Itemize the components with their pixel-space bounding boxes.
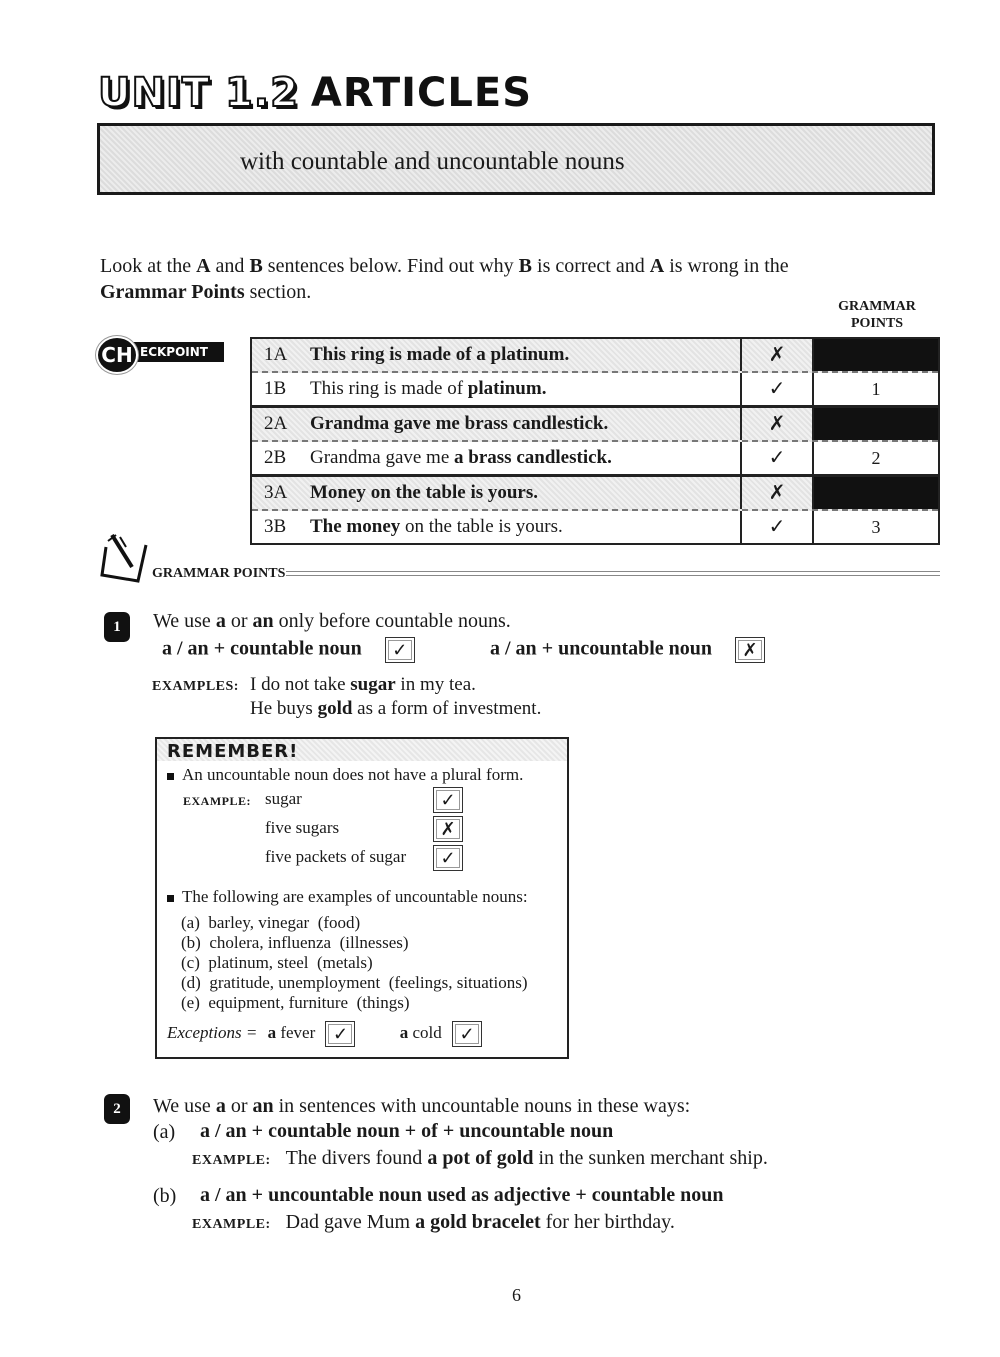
sentence [310,408,740,440]
bold-text: a [267,1022,277,1042]
bold-text: an [252,1095,274,1117]
unit-topic: ARTICLES [310,70,533,116]
text: or [225,1095,253,1117]
list-item: (b) cholera, influenza (illnesses) [181,933,409,952]
bold-text: a [215,1095,226,1117]
list-item: (d) gratitude, unemployment (feelings, situations) [181,973,528,992]
text: I do not take [250,674,351,695]
bold-text: a / an [162,637,209,660]
intro-text: Look at the [100,255,197,277]
text: + countable noun [208,637,362,660]
rule-countable [162,637,415,663]
checkpoint-ch: CH [101,343,133,367]
intro-bold: B [249,255,263,277]
table-row [252,408,938,442]
point2-b-rule: a / an + uncountable noun used as adjective + countable noun [200,1184,724,1206]
example-word: five sugars [265,818,340,837]
tick-icon: ✓ [740,442,814,474]
bold-text: This ring is made of [310,344,477,365]
point2-a-example [192,1147,768,1170]
point2-a-rule: a / an + countable noun + of + uncountable noun [200,1120,614,1142]
uncountable-noun-list [181,913,528,1013]
bold-text: platinum. [467,378,547,399]
text: This ring is made of [310,378,468,399]
checkpoint-table [250,337,940,545]
bold-text: a [399,1022,409,1042]
pencil-note-icon [98,527,154,583]
bold-text: a brass candlestick. [454,447,612,468]
check-box: ✓ [433,845,463,871]
check-box: ✓ [433,787,463,813]
text: The following are examples of uncountable nouns: [182,887,528,906]
bold-text: sugar [350,674,396,695]
bullet-icon [167,773,174,780]
intro-text: and [210,255,250,277]
check-box: ✓ [385,637,415,663]
bold-text: Grandma gave me [310,413,465,434]
checkpoint-text: ECKPOINT [140,345,208,359]
grammar-point-ref [814,408,938,440]
text: He buys [250,698,318,719]
examples-label: EXAMPLES: [152,679,239,694]
sentence [310,339,740,371]
text: We use [153,610,216,632]
heading-line: POINTS [850,316,904,331]
exceptions [167,1021,482,1047]
cross-icon: ✗ [740,339,814,371]
point2-b-label: (b) [153,1185,177,1207]
heading-line: GRAMMAR [838,299,916,314]
point-number-badge: 2 [104,1094,130,1124]
point1-statement [153,610,511,633]
cross-box: ✗ [433,816,463,842]
text: We use [153,1095,216,1117]
check-box: ✓ [452,1021,482,1047]
sentence-id: 2A [264,413,288,434]
sentence [310,511,740,543]
bold-text: a [215,610,226,632]
grammar-point-ref: 3 [871,517,881,537]
sentence-id: 1A [264,344,288,365]
point-number-badge: 1 [104,612,130,642]
tick-icon: ✓ [740,511,814,543]
remember-box [155,737,569,1059]
grammar-point-ref: 1 [871,379,881,399]
bold-text: on the table is yours. [365,482,539,503]
sentence-id: 2B [264,447,287,468]
list-item: (a) barley, vinegar (food) [181,913,361,932]
text: An uncountable noun does not have a plural form. [182,765,524,784]
intro-bold: A [649,255,665,277]
point1-examples [152,674,542,719]
exceptions-label: Exceptions = [167,1022,258,1042]
table-row [252,477,938,511]
grammar-point-ref [814,339,938,371]
magnifier-icon [96,336,138,374]
grammar-point-ref: 2 [871,448,881,468]
point2-statement [153,1095,690,1118]
table-row [252,339,938,373]
grammar-point-ref [814,477,938,509]
bold-text: an [252,610,274,632]
intro-bold: B [518,255,533,277]
point2-a-label: (a) [153,1121,176,1143]
check-box: ✓ [325,1021,355,1047]
sentence [310,442,740,474]
text: on the table is yours. [400,516,563,537]
sentence-id: 3A [264,482,288,503]
intro-paragraph [100,253,900,305]
bold-text: a platinum. [476,344,570,365]
bold-text: gold [317,698,353,719]
intro-text: section. [244,281,312,303]
text: in the sunken merchant ship. [533,1147,768,1169]
bold-text: The money [310,516,401,537]
intro-text: sentences below. Find out why [262,255,519,277]
remember-bullet [167,765,523,785]
table-row [252,511,938,543]
example-line [250,698,541,720]
text: or [225,610,253,632]
example-label: EXAMPLE: [183,794,251,808]
text: only before countable nouns. [273,610,511,632]
subtitle: with countable and uncountable nouns [240,148,625,175]
bold-text: a gold bracelet [415,1211,541,1233]
text: The divers found [285,1147,428,1169]
list-item: (e) equipment, furniture (things) [181,993,410,1012]
checkpoint-logo [96,338,226,366]
example-word: five packets of sugar [265,847,407,866]
bold-text: a pot of gold [427,1147,534,1169]
bold-text: a / an [490,637,537,660]
remember-bullet [167,887,528,907]
sentence-id: 3B [264,516,287,537]
rule-uncountable [490,637,765,663]
intro-text: is correct and [532,255,650,277]
intro-bold: A [196,255,211,277]
intro-text: is wrong in the [664,255,789,277]
subtitle-banner [97,123,935,195]
text: in sentences with uncountable nouns in these ways: [273,1095,691,1117]
remember-title: REMEMBER! [167,741,299,762]
text: Dad gave Mum [285,1211,416,1233]
table-row [252,442,938,477]
bullet-icon [167,895,174,902]
tick-icon: ✓ [740,373,814,405]
grammar-points-label: GRAMMAR POINTS [152,566,286,581]
cross-icon: ✗ [740,408,814,440]
list-item: (c) platinum, steel (metals) [181,953,373,972]
grammar-points-column-heading [836,298,918,332]
example-label: EXAMPLE: [192,1217,271,1232]
text: + uncountable noun [536,637,713,660]
text: for her birthday. [540,1211,675,1233]
sentence [310,373,740,405]
text: cold [408,1022,442,1042]
intro-bold: Grammar Points [100,281,245,303]
bold-text: Money [310,482,366,503]
sentence-id: 1B [264,378,287,399]
checkpoint-bar [126,342,224,362]
table-row [252,373,938,408]
unit-label: UNIT 1.2 [98,70,299,116]
text: as a form of investment. [352,698,542,719]
text: Grandma gave me [310,447,455,468]
bold-text: brass candlestick. [464,413,609,434]
page-number: 6 [512,1285,521,1305]
cross-icon: ✗ [740,477,814,509]
text: fever [276,1022,316,1042]
example-label: EXAMPLE: [192,1153,271,1168]
cross-box: ✗ [735,637,765,663]
example-line [250,674,476,696]
unit-title [98,70,532,116]
text: in my tea. [395,674,476,695]
section-divider [286,571,940,576]
point2-b-example [192,1211,675,1234]
example-word: sugar [265,789,302,808]
sentence [310,477,740,509]
